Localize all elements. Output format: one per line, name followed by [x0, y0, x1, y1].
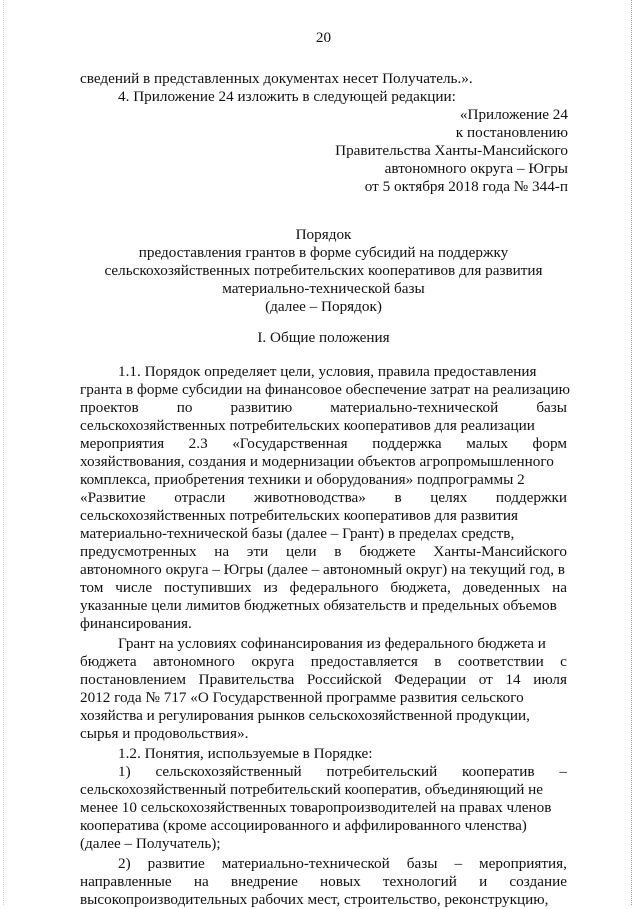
word: с [560, 653, 567, 670]
word: сельскохозяйственный [155, 763, 302, 780]
word: том [80, 579, 104, 596]
word: Правительства [198, 671, 295, 688]
appendix-header-line: автономного округа – Югры [384, 160, 568, 177]
word: Ханты-Мансийского [433, 543, 567, 560]
word: мероприятия, [479, 855, 567, 872]
paragraph-line: хозяйства и регулирования рынков сельскохозяйственной продукции, [80, 707, 530, 724]
document-title-line: материально-технической базы [222, 280, 425, 297]
text-line: 1.1. Порядок определяет цели, условия, правила предоставления [118, 363, 537, 380]
document-title-line: предоставления грантов в форме субсидий на поддержку [138, 244, 509, 261]
paragraph-line-justified [80, 873, 567, 891]
word: технологий [382, 873, 457, 890]
word: на [552, 579, 567, 596]
paragraph-line: сельскохозяйственных потребительских кооперативов для развития [80, 507, 519, 524]
word: базы [406, 855, 438, 872]
paragraph-line: сельскохозяйственный потребительский кооператив, объединяющий не [80, 781, 544, 798]
appendix-header-line: к постановлению [455, 124, 568, 141]
paragraph-line-justified [118, 763, 567, 781]
word: цели [285, 543, 317, 560]
paragraph-line: финансирования. [80, 615, 192, 632]
word: кооператив [462, 763, 535, 780]
word: поддержки [495, 489, 567, 506]
paragraph-line-justified [80, 653, 567, 671]
word: по [176, 399, 193, 416]
paragraph-line: кооператива (кроме ассоциированного и аффилированного членства) [80, 817, 527, 834]
paragraph-line: 2012 года № 717 «О Государственной программе развития сельского [80, 689, 524, 706]
word: бюджета [80, 653, 137, 670]
paragraph-line: сельскохозяйственных потребительских кооперативов для реализации [80, 417, 535, 434]
amendment-line: 4. Приложение 24 изложить в следующей редакции: [118, 88, 456, 105]
word: числе [115, 579, 153, 596]
scan-edge-left [3, 0, 5, 905]
page-number: 20 [315, 29, 332, 46]
word: – [559, 763, 567, 780]
word: автономного [153, 653, 235, 670]
document-title: Порядок [295, 226, 352, 243]
paragraph-line: хозяйствования, создания и модернизации объектов агропромышленного [80, 453, 554, 470]
word: 2.3 [188, 435, 208, 452]
word: животноводства» [253, 489, 366, 506]
word: материально-технической [221, 855, 390, 872]
word: из [263, 579, 278, 596]
word: малых [466, 435, 508, 452]
document-title-line: сельскохозяйственных потребительских кооперативов для развития [104, 262, 543, 279]
word: Российской [306, 671, 382, 688]
word: форм [532, 435, 567, 452]
word: и [479, 873, 488, 890]
word: «Развитие [80, 489, 146, 506]
word: материально-технической [330, 399, 499, 416]
paragraph-line-justified [80, 435, 567, 453]
paragraph-line: гранта в форме субсидии на финансовое обеспечение затрат на реализацию [80, 381, 570, 398]
word: предусмотренных [80, 543, 197, 560]
paragraph-line: комплекса, приобретения техники и оборудования» подпрограммы 2 [80, 471, 525, 488]
paragraph-line: сырья и продовольствия». [80, 725, 249, 742]
paragraph-line: менее 10 сельскохозяйственных товаропроизводителей на правах членов [80, 799, 552, 816]
word: от [478, 671, 493, 688]
paragraph-line: материально-технической базы (далее – Грант) в пределах средств, [80, 525, 515, 542]
word: новых [320, 873, 361, 890]
word: округа [251, 653, 295, 670]
word: 14 [505, 671, 521, 688]
word: потребительский [326, 763, 438, 780]
paragraph-line: автономного округа – Югры (далее – автономный округ) на текущий год, в [80, 561, 565, 578]
word: в [334, 543, 342, 560]
word: развитие [147, 855, 205, 872]
word: внедрение [230, 873, 298, 890]
word: бюджете [359, 543, 416, 560]
appendix-header-line: Правительства Ханты-Мансийского [335, 142, 568, 159]
word: поступивших [163, 579, 252, 596]
paragraph-line: указанные цели лимитов бюджетных обязательств и предельных объемов [80, 597, 557, 614]
word: развитию [230, 399, 293, 416]
word: 1) [118, 763, 131, 780]
word: создание [509, 873, 567, 890]
paragraph-line-justified [80, 489, 567, 507]
word: предоставляется [310, 653, 418, 670]
paragraph-line-justified [80, 579, 567, 597]
paragraph-line-justified [80, 543, 567, 561]
word: Федерации [394, 671, 467, 688]
word: базы [536, 399, 567, 416]
paragraph-line-justified [80, 671, 567, 689]
document-title-line: (далее – Порядок) [265, 298, 382, 315]
word: – [454, 855, 463, 872]
word: поддержка [372, 435, 442, 452]
appendix-header-line: «Приложение 24 [459, 106, 568, 123]
paragraph-line-justified [80, 399, 567, 417]
word: эти [246, 543, 269, 560]
word: бюджета, [390, 579, 451, 596]
word: «Государственная [232, 435, 348, 452]
word: июля [533, 671, 567, 688]
word: соответствии [457, 653, 544, 670]
section-heading: I. Общие положения [257, 329, 390, 346]
paragraph-line: (далее – Получатель); [80, 835, 221, 852]
word: в [434, 653, 442, 670]
paragraph-line-justified [118, 855, 567, 873]
word: на [193, 873, 209, 890]
scan-edge-right [631, 0, 633, 905]
word: доведенных [462, 579, 541, 596]
paragraph-line: 1.2. Понятия, используемые в Порядке: [118, 745, 373, 762]
word: целях [430, 489, 468, 506]
paragraph-line: Грант на условиях софинансирования из федерального бюджета и [118, 635, 546, 652]
word: мероприятия [80, 435, 165, 452]
word: отрасли [174, 489, 226, 506]
word: проектов [80, 399, 139, 416]
paragraph-line [118, 363, 567, 381]
word: 2) [118, 855, 131, 872]
word: в [394, 489, 402, 506]
word: на [214, 543, 230, 560]
intro-line: сведений в представленных документах несет Получатель.». [80, 70, 473, 87]
word: федерального [289, 579, 379, 596]
paragraph-line: высокопроизводительных рабочих мест, строительство, реконструкцию, [80, 891, 549, 908]
appendix-header-line: от 5 октября 2018 года № 344-п [364, 178, 568, 195]
word: постановлением [80, 671, 187, 688]
word: направленные [80, 873, 172, 890]
